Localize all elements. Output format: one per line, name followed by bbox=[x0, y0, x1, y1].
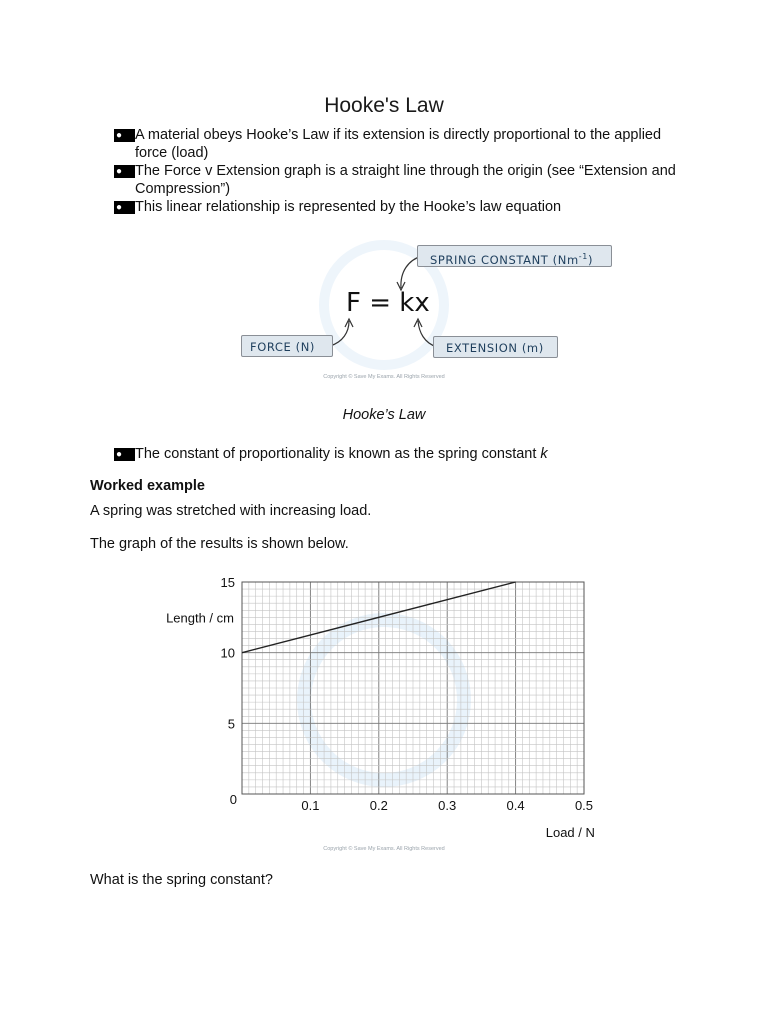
x-tick-label: 0.3 bbox=[438, 798, 457, 813]
x-tick-label: 0.5 bbox=[574, 798, 594, 813]
equation-figure bbox=[0, 0, 768, 400]
spring-constant-tag bbox=[417, 245, 612, 267]
copyright-text: Copyright © Save My Exams. All Rights Reserved bbox=[323, 374, 445, 380]
y-axis-label: Length / cm bbox=[166, 610, 234, 626]
y-tick-label: 5 bbox=[227, 716, 235, 732]
x-tick-label: 0.2 bbox=[369, 798, 388, 813]
figure-caption: Hooke’s Law bbox=[342, 407, 426, 423]
bullet-marker: ● bbox=[114, 448, 135, 461]
bullet-text: This linear relationship is represented by the Hooke’s law equation bbox=[135, 199, 562, 215]
watermark-logo bbox=[304, 620, 464, 780]
y-tick-label: 0 bbox=[229, 792, 237, 807]
y-tick-label: 10 bbox=[220, 645, 235, 661]
bullet-marker: ● bbox=[114, 165, 135, 178]
question-text: What is the spring constant? bbox=[90, 872, 273, 888]
spring-constant-close: ) bbox=[587, 252, 594, 267]
bullet-text: The constant of proportionality is known as the spring constant bbox=[135, 446, 541, 462]
extension-tag: EXTENSION (m) bbox=[433, 336, 558, 358]
spring-constant-unit-exponent: -1 bbox=[578, 252, 588, 261]
worked-example-line-1: A spring was stretched with increasing load. bbox=[90, 503, 372, 519]
chart-svg bbox=[0, 560, 768, 860]
x-tick-label: 0.4 bbox=[506, 798, 525, 813]
worked-example-heading: Worked example bbox=[90, 478, 205, 494]
bullet-text: The Force v Extension graph is a straight line through the origin (see “Extension and Compression”) bbox=[135, 163, 676, 197]
x-tick-label: 0.1 bbox=[301, 798, 320, 813]
spring-constant-symbol: k bbox=[540, 446, 548, 462]
bullet-item bbox=[114, 445, 694, 463]
equation-figure-arrows bbox=[0, 0, 768, 400]
bullet-marker: ● bbox=[114, 129, 135, 142]
worked-example-line-2: The graph of the results is shown below. bbox=[90, 536, 349, 552]
page-title: Hooke's Law bbox=[324, 94, 444, 117]
spring-constant-label: SPRING CONSTANT (Nm bbox=[430, 252, 579, 267]
chart-copyright: Copyright © Save My Exams. All Rights Reserved bbox=[323, 846, 445, 852]
bullet-marker: ● bbox=[114, 201, 135, 214]
bullet-text: A material obeys Hooke’s Law if its extension is directly proportional to the applied force (load) bbox=[135, 127, 662, 161]
y-tick-label: 15 bbox=[220, 575, 235, 590]
x-axis-label: Load / N bbox=[545, 825, 595, 840]
force-tag: FORCE (N) bbox=[241, 335, 333, 357]
length-load-chart bbox=[0, 560, 768, 860]
equation-text: F = kx bbox=[346, 288, 430, 318]
